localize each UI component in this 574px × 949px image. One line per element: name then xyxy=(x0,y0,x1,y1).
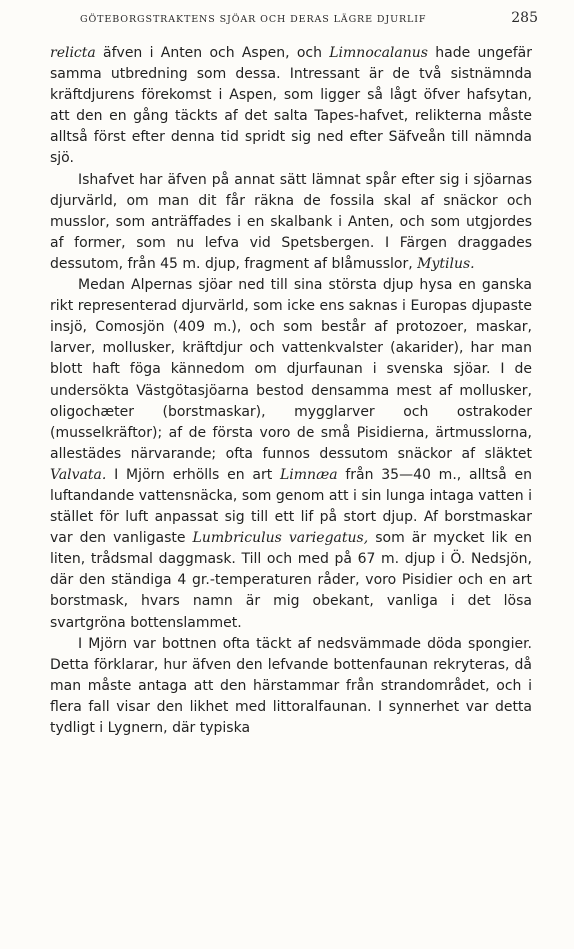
paragraph-2: Ishafvet har äfven på annat sätt lämnat spår efter sig i sjöarnas djurvärld, om man dit får räkna de fossila skal af snäckor och musslor, som anträffades i en skalbank i Anten, och som utgjordes af former, som nu lefva vid Spetsbergen. I Färgen draggades dessutom, från 45 m. djup, fragment af blåmusslor, Mytilus. xyxy=(50,171,532,272)
paragraph-1: relicta äfven i Anten och Aspen, och Limnocalanus hade ungefär samma utbredning som dessa. Intressant är de två sistnämnda kräftdjurens förekomst i Aspen, som ligger så lågt öfver hafsytan, att den en gång täckts af det salta Tapes-hafvet, relikterna måste alltså först efter denna tid spridt sig ned efter Säfveån till nämnda sjö. xyxy=(50,45,532,167)
page-number: 285 xyxy=(511,10,538,26)
running-head xyxy=(50,10,538,32)
body-text xyxy=(50,43,532,739)
running-title: GÖTEBORGSTRAKTENS SJÖAR OCH DERAS LÄGRE DJURLIF xyxy=(80,14,427,25)
paragraph-4: I Mjörn var bottnen ofta täckt af nedsvämmade döda spongier. Detta förklarar, hur äfven den lefvande bottenfaunan rekryteras, då man måste antaga att den härstammar från strandområdet, och i flera fall visar den likhet med littoralfaunan. I synnerhet var detta tydligt i Lygnern, där typiska xyxy=(50,635,532,736)
paragraph-3: Medan Alpernas sjöar ned till sina största djup hysa en ganska rikt representerad djurvärld, som icke ens saknas i Europas djupaste insjö, Comosjön (409 m.), och som består af protozoer, maskar, larver, mollusker, kräftdjur och vattenkvalster (akarider), har man blott haft föga kännedom om djurfaunan i svenska sjöar. I de undersökta Västgötasjöarna bestod densamma mest af mollusker, oligochæter (borstmaskar), mygglarver och ostrakoder (musselkräftor); af de första voro de små Pisidierna, ärtmusslorna, allestädes närvarande; ofta funnos dessutom snäckor af släktet Valvata. I Mjörn erhölls en art Limnæa från 35—40 m., alltså en luftandande vattensnäcka, som genom att i sin lunga intaga vatten i stället för luft anpassat sig till ett lif på stort djup. Af borstmaskar var den vanligaste Lumbriculus variegatus, som är mycket lik en liten, trådsmal daggmask. Till och med på 67 m. djup i Ö. Nedsjön, där den ständiga 4 gr.-temperaturen råder, voro Pisidier och en art borstmask, hvars namn är mig obekant, vanliga i det lösa svartgröna bottenslammet. xyxy=(50,277,532,631)
